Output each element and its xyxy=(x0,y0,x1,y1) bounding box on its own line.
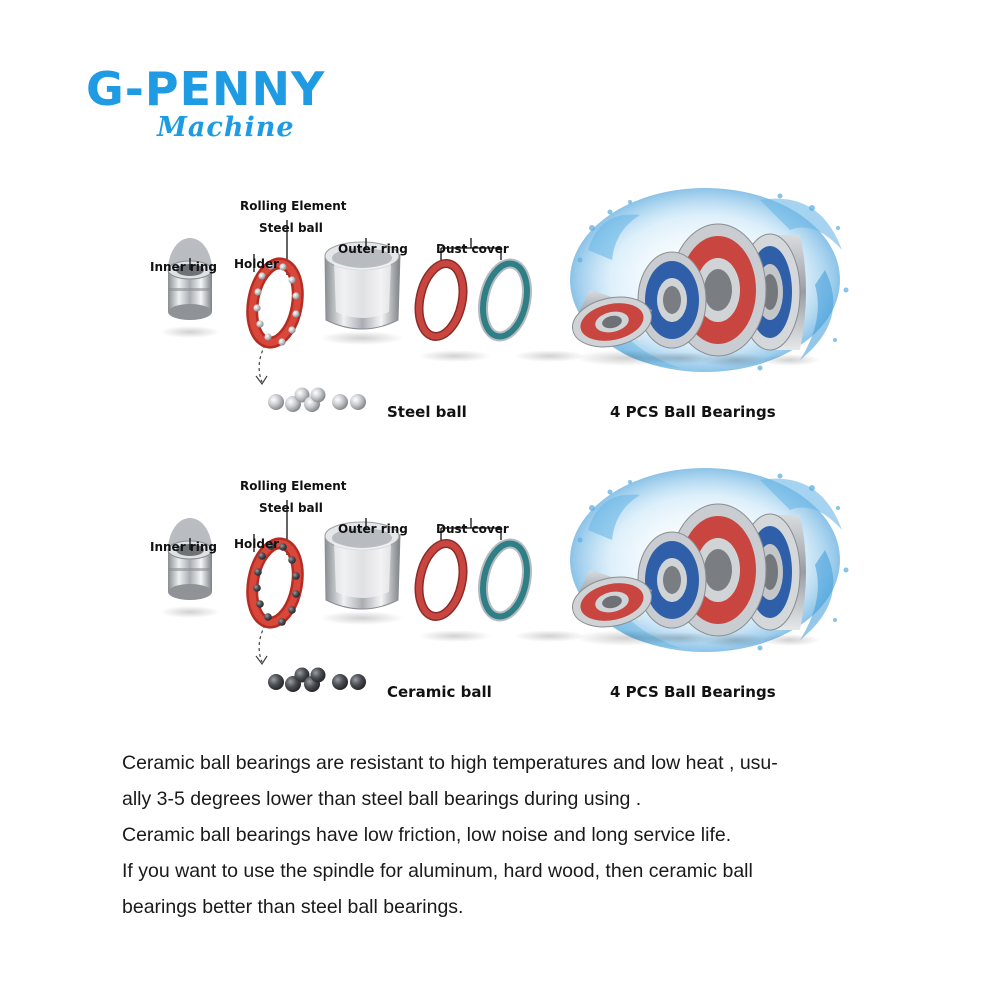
label-dust-cover: Dust cover xyxy=(436,242,509,256)
bearings-caption: 4 PCS Ball Bearings xyxy=(610,683,776,701)
ceramic-balls-icon xyxy=(268,668,366,693)
label-inner-ring: Inner ring xyxy=(150,540,217,554)
brand-logo-sub: Machine xyxy=(157,112,295,143)
label-steel-ball: Steel ball xyxy=(259,501,323,515)
ball-caption: Steel ball xyxy=(387,403,467,421)
label-rolling-element: Rolling Element xyxy=(240,479,347,493)
bearings-caption: 4 PCS Ball Bearings xyxy=(610,403,776,421)
description xyxy=(122,745,912,925)
label-outer-ring: Outer ring xyxy=(338,522,408,536)
steel-balls-icon xyxy=(268,388,366,413)
holder-steel-icon xyxy=(246,260,303,346)
brand-logo: G-PENNY xyxy=(86,62,326,116)
description-line: Ceramic ball bearings have low friction, low noise and long service life. xyxy=(122,824,732,846)
label-holder: Holder xyxy=(234,257,280,271)
bearing-cluster-ceramic-icon xyxy=(568,468,849,652)
ball-caption: Ceramic ball xyxy=(387,683,492,701)
bearing-cluster-steel-icon xyxy=(568,188,849,372)
description-line: bearings better than steel ball bearings. xyxy=(122,896,464,918)
holder-ceramic-icon xyxy=(246,540,303,626)
label-outer-ring: Outer ring xyxy=(338,242,408,256)
label-rolling-element: Rolling Element xyxy=(240,199,347,213)
description-line: Ceramic ball bearings are resistant to high temperatures and low heat , usu- xyxy=(122,752,778,774)
label-steel-ball: Steel ball xyxy=(259,221,323,235)
description-line: ally 3-5 degrees lower than steel ball bearings during using . xyxy=(122,788,642,810)
label-inner-ring: Inner ring xyxy=(150,260,217,274)
description-line: If you want to use the spindle for aluminum, hard wood, then ceramic ball xyxy=(122,860,753,882)
label-holder: Holder xyxy=(234,537,280,551)
label-dust-cover: Dust cover xyxy=(436,522,509,536)
